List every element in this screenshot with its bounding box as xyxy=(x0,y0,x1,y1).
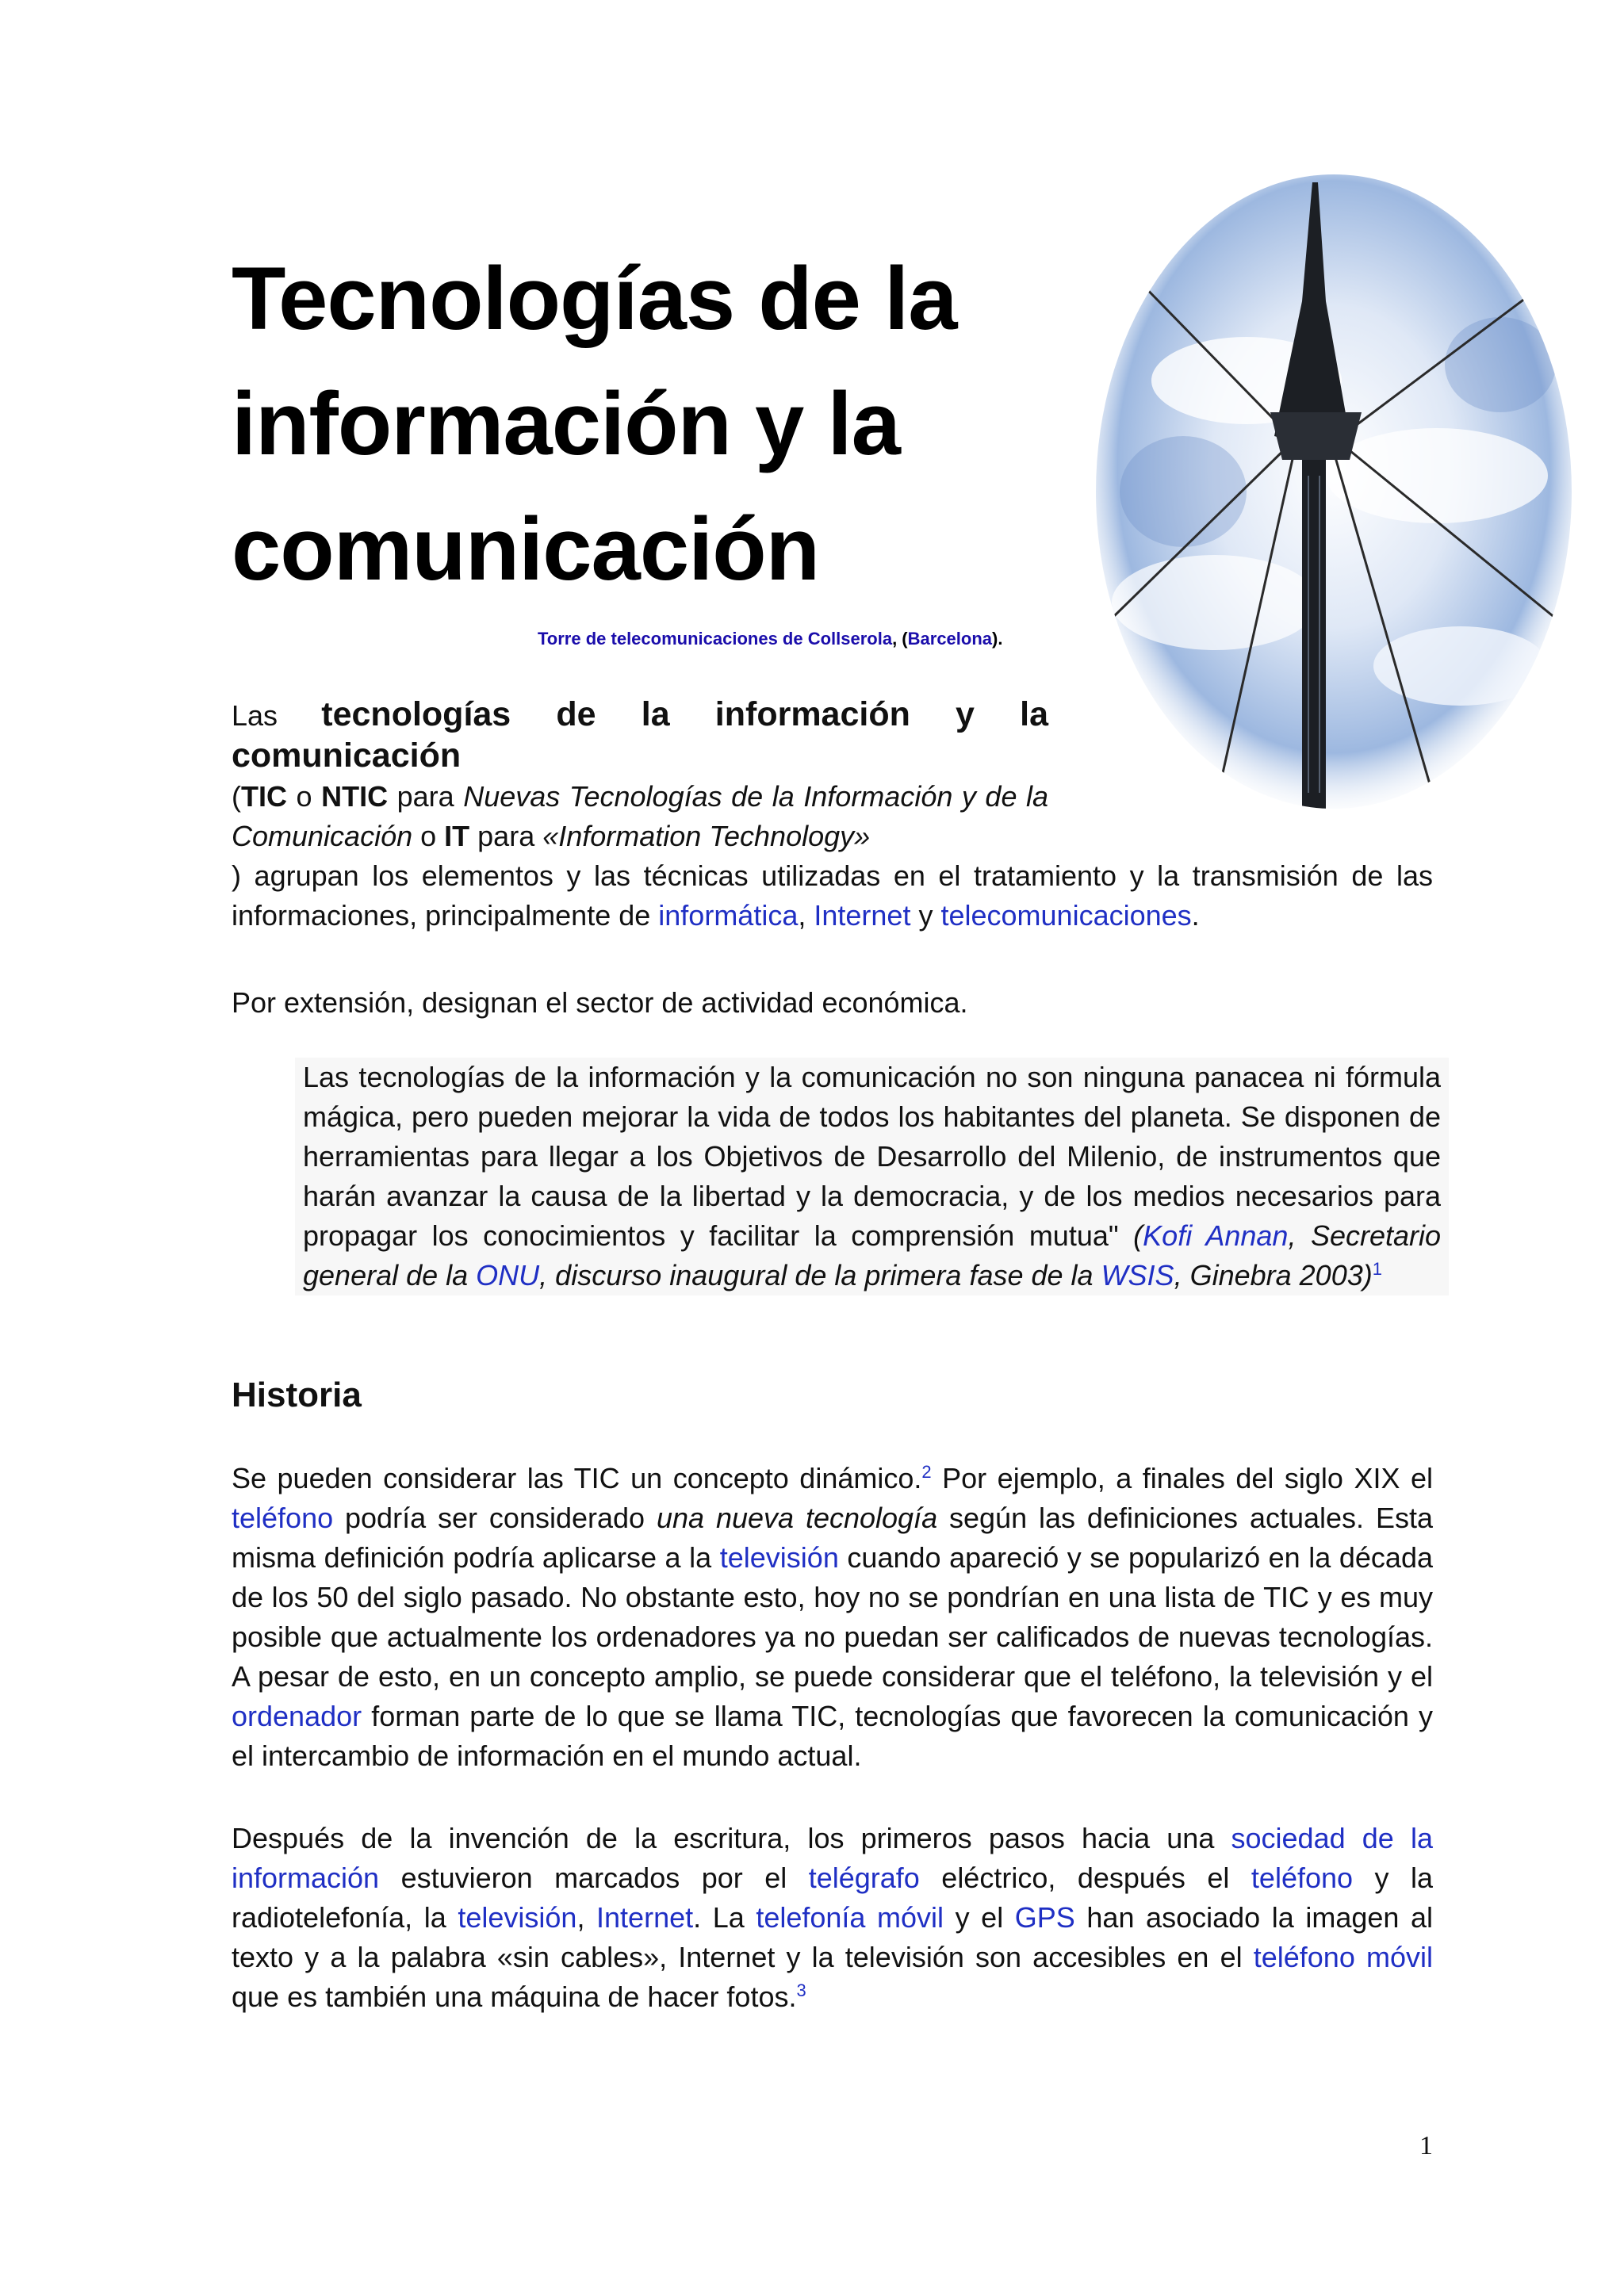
page-number: 1 xyxy=(1419,2131,1433,2160)
caption-link-torre[interactable]: Torre de telecomunicaciones de Collserola xyxy=(538,629,893,649)
link-internet[interactable]: Internet xyxy=(814,899,911,932)
image-caption: Torre de telecomunicaciones de Collserola, (Barcelona). xyxy=(538,629,1003,649)
lead-term: tecnologías de la información y la comunicación xyxy=(232,695,1049,775)
link-onu[interactable]: ONU xyxy=(476,1259,540,1292)
link-telefonia-movil[interactable]: telefonía móvil xyxy=(756,1901,944,1934)
footnote-ref[interactable]: 1 xyxy=(1372,1259,1382,1279)
link-kofi-annan[interactable]: Kofi Annan xyxy=(1143,1219,1289,1252)
link-television[interactable]: televisión xyxy=(458,1901,577,1934)
link-telecomunicaciones[interactable]: telecomunicaciones xyxy=(940,899,1192,932)
link-internet[interactable]: Internet xyxy=(596,1901,694,1934)
link-sociedad-informacion[interactable]: sociedad de la información xyxy=(232,1822,1434,1894)
link-informatica[interactable]: informática xyxy=(658,899,799,932)
link-telefono[interactable]: teléfono xyxy=(1251,1862,1354,1894)
link-television[interactable]: televisión xyxy=(719,1541,839,1574)
caption-link-barcelona[interactable]: Barcelona xyxy=(907,629,993,649)
historia-paragraph-2: Después de la invención de la escritura, los primeros pasos hacia una sociedad de la información estuvieron marcados por el telégrafo eléctrico, después el teléfono y la radiotelefonía, la televisión, Internet. La telefonía móvil y el GPS han asociado la imagen al texto y a la palabra «sin cables», Internet y la televisión son accesibles en el teléfono móvil que es también una máquina de hacer fotos.$^3$ xyxy=(232,1822,1434,2013)
section-heading-historia: Historia xyxy=(232,1376,362,1414)
link-wsis[interactable]: WSIS xyxy=(1101,1259,1174,1292)
quote-block: Las tecnologías de la información y la comunicación no son ninguna panacea ni fórmula mágica, pero pueden mejorar la vida de todos los habitantes del planeta. Se disponen de herramientas para llegar a los Objetivos de Desarrollo del Milenio, de instrumentos que harán avanzar la causa de la libertad y la democracia, y de los medios necesarios para propagar los conocimientos y facilitar la comprensión mutua" (Kofi Annan, Secretario general de la ONU, discurso inaugural de la primera fase de la WSIS, Ginebra 2003)$^1$ xyxy=(295,1058,1449,1295)
link-gps[interactable]: GPS xyxy=(1014,1901,1075,1934)
intro-paragraph: Las tecnologías de la información y la comunicación (TIC o NTIC para Nuevas Tecnologías de la Información y de la Comunicación o IT para «Information Technology» ) agrupan los elementos y las técnicas utilizadas en el tratamiento y la transmisión de las informaciones, principalmente de informática, Internet y telecomunicaciones. xyxy=(232,695,1433,932)
link-telefono[interactable]: teléfono xyxy=(232,1502,334,1534)
link-ordenador[interactable]: ordenador xyxy=(232,1700,362,1732)
page-title: Tecnologías de la información y la comunicación xyxy=(232,249,957,599)
footnote-ref[interactable]: 2 xyxy=(921,1462,932,1482)
link-telegrafo[interactable]: telégrafo xyxy=(808,1862,920,1894)
link-telefono-movil[interactable]: teléfono móvil xyxy=(1253,1941,1433,1973)
historia-paragraph-1: Se pueden considerar las TIC un concepto dinámico.$^2$ Por ejemplo, a finales del siglo XIX el teléfono podría ser considerado una nueva tecnología según las definiciones actuales. Esta misma definición podría aplicarse a la televisión cuando apareció y se popularizó en la década de los 50 del siglo pasado. No obstante esto, hoy no se pondrían en una lista de TIC y es muy posible que actualmente los ordenadores ya no puedan ser calificados de nuevas tecnologías. A pesar de esto, en un concepto amplio, se puede considerar que el teléfono, la televisión y el ordenador forman parte de lo que se llama TIC, tecnologías que favorecen la comunicación y el intercambio de información en el mundo actual. xyxy=(232,1462,1434,1772)
extension-paragraph: Por extensión, designan el sector de actividad económica. xyxy=(232,986,968,1019)
footnote-ref[interactable]: 3 xyxy=(796,1980,806,2000)
